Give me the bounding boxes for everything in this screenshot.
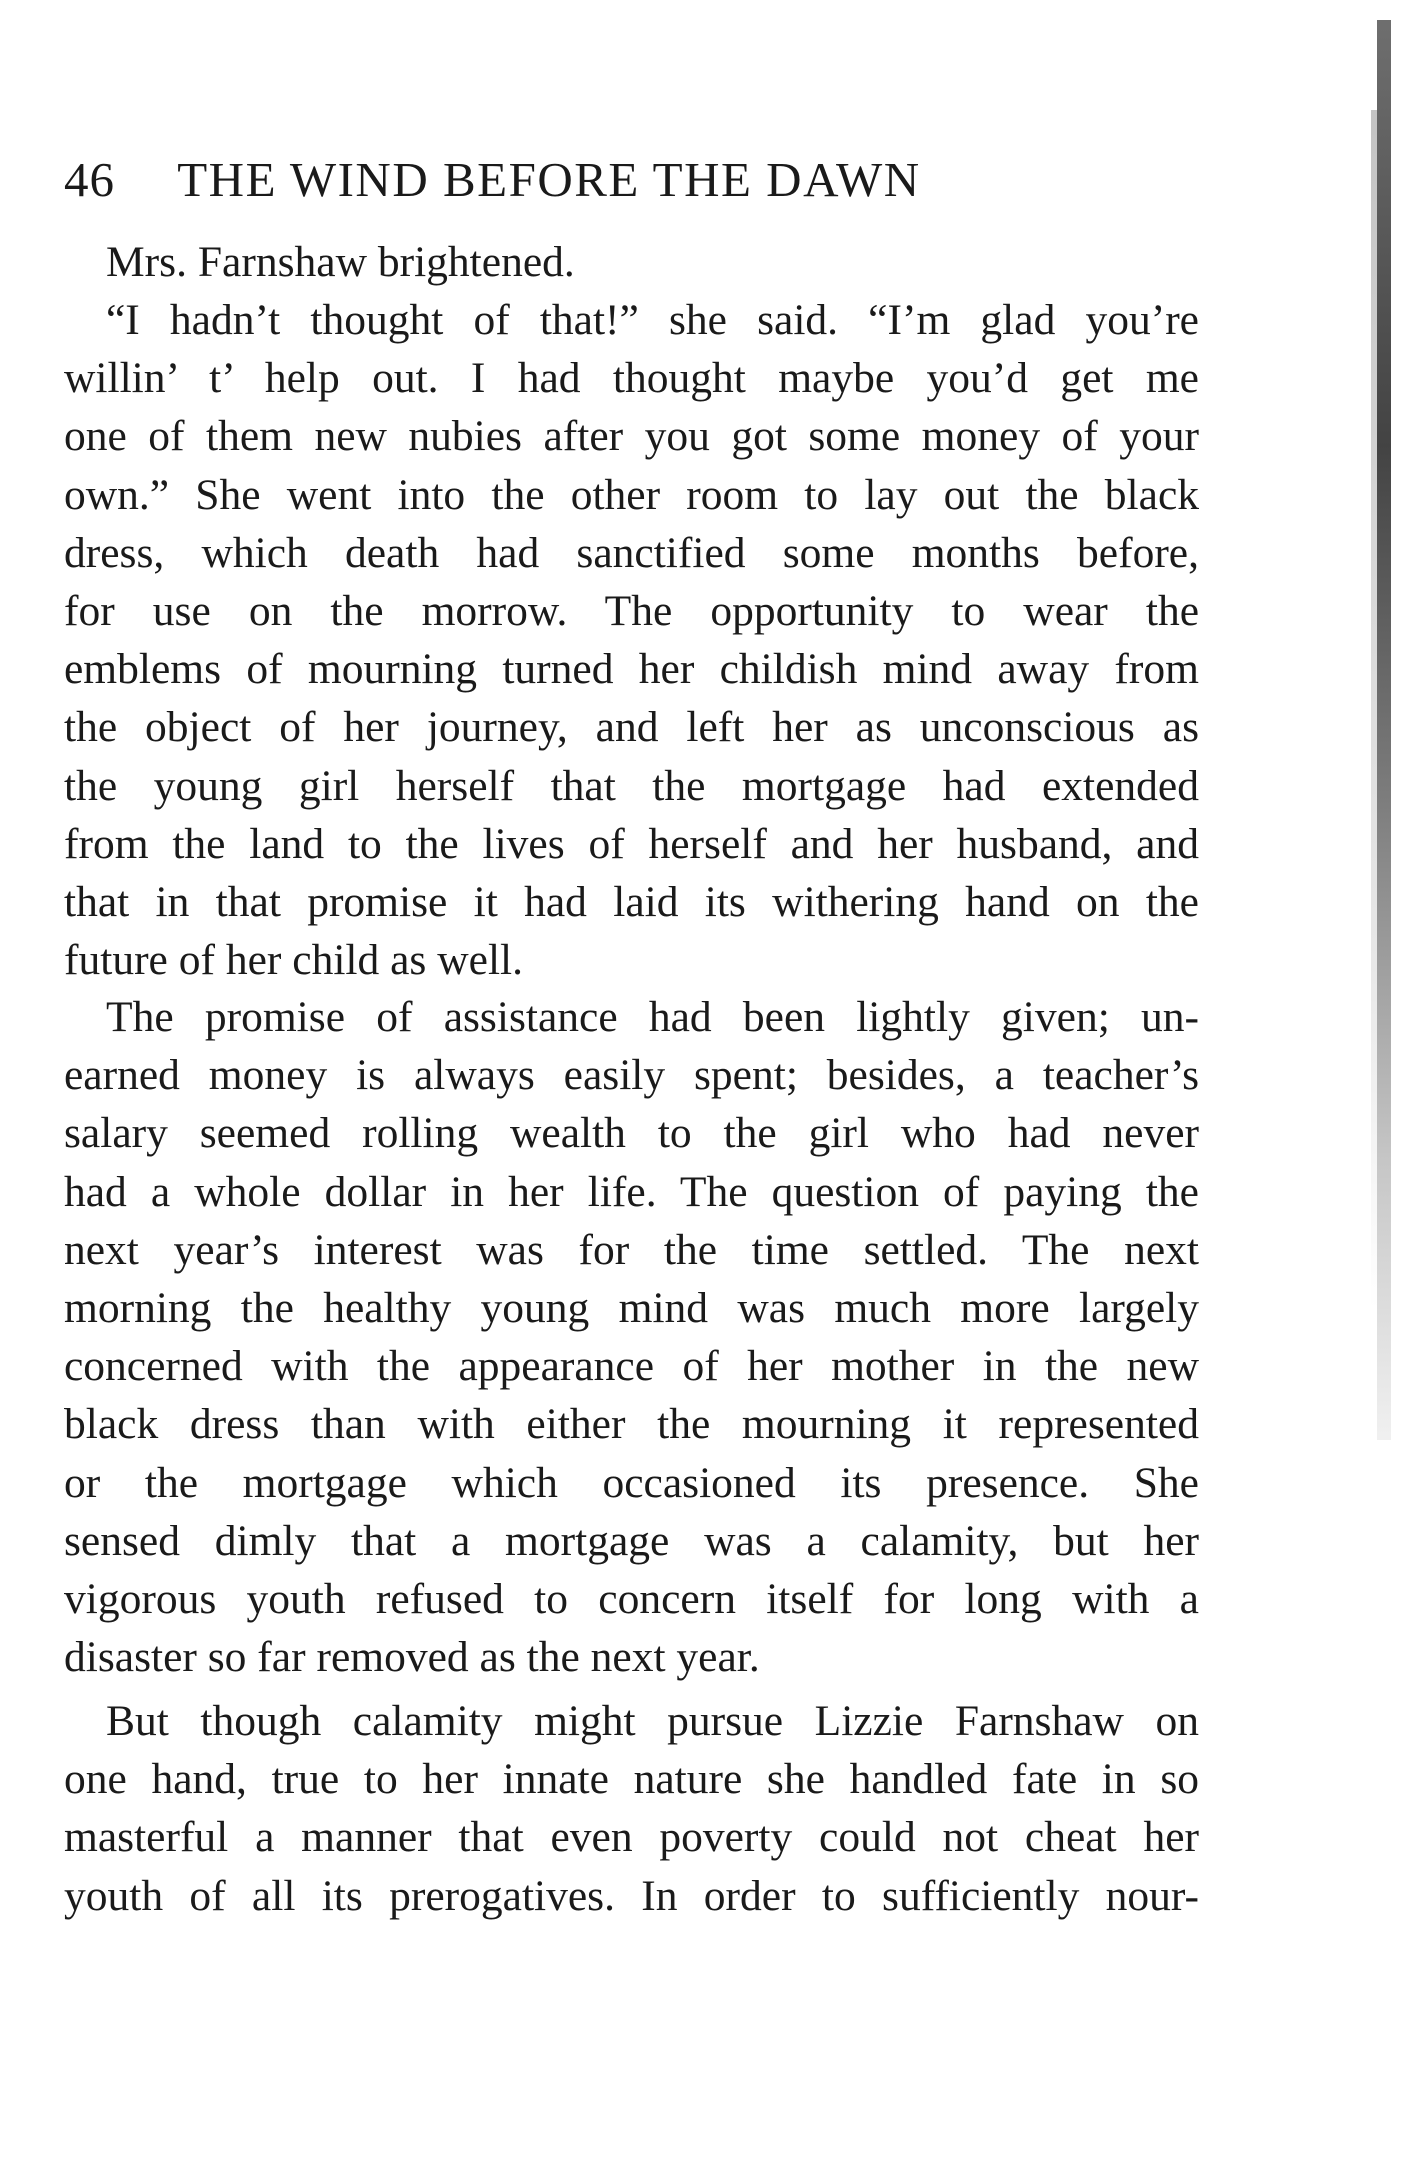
page-edge-shadow: [1377, 20, 1391, 1440]
text-line: sensed dimly that a mortgage was a calamity, but her: [64, 1516, 1199, 1565]
text-line: salary seemed rolling wealth to the girl who had never: [64, 1109, 1199, 1158]
text-line: emblems of mourning turned her childish mind away from: [64, 645, 1199, 694]
text-line: concerned with the appearance of her mother in the new: [64, 1342, 1199, 1391]
text-line: The promise of assistance had been lightly given; un-: [106, 993, 1199, 1041]
paragraph-1: [64, 233, 1199, 291]
text-line: one of them new nubies after you got some money of your: [64, 412, 1199, 461]
paragraph-3: [64, 988, 1199, 1686]
text-line: the young girl herself that the mortgage had extended: [64, 761, 1199, 810]
text-line: black dress than with either the mourning it represented: [64, 1400, 1199, 1449]
text-line: for use on the morrow. The opportunity to wear the: [64, 586, 1199, 635]
paragraph-2: [64, 291, 1199, 989]
text-line: willin’ t’ help out. I had thought maybe you’d get me: [64, 354, 1199, 403]
text-line: that in that promise it had laid its withering hand on the: [64, 877, 1199, 926]
text-line: future of her child as well.: [64, 936, 524, 985]
text-line: the object of her journey, and left her as unconscious as: [64, 703, 1199, 752]
text-line: own.” She went into the other room to lay out the black: [64, 470, 1199, 519]
text-line: had a whole dollar in her life. The question of paying the: [64, 1167, 1199, 1216]
text-line: “I hadn’t thought of that!” she said. “I’m glad you’re: [106, 296, 1199, 344]
text-line: vigorous youth refused to concern itself for long with a: [64, 1574, 1199, 1623]
text-line: next year’s interest was for the time settled. The next: [64, 1225, 1199, 1274]
text-line: Mrs. Farnshaw brightened.: [106, 238, 575, 286]
text-line: one hand, true to her innate nature she handled fate in so: [64, 1755, 1199, 1804]
page-number: 46: [64, 152, 115, 207]
text-line: masterful a manner that even poverty could not cheat her: [64, 1813, 1199, 1862]
page-edge-shadow-inner: [1371, 110, 1377, 1310]
text-line: from the land to the lives of herself and her husband, and: [64, 819, 1199, 868]
text-line: But though calamity might pursue Lizzie Farnshaw on: [106, 1697, 1199, 1745]
running-head: [64, 150, 1184, 210]
text-line: earned money is always easily spent; besides, a teacher’s: [64, 1051, 1199, 1100]
text-line: youth of all its prerogatives. In order to sufficiently nour-: [64, 1871, 1199, 1920]
paragraph-4: [64, 1692, 1199, 1925]
text-line: dress, which death had sanctified some months before,: [64, 528, 1199, 577]
text-line: morning the healthy young mind was much more largely: [64, 1283, 1199, 1332]
text-line: or the mortgage which occasioned its presence. She: [64, 1458, 1199, 1507]
book-title: THE WIND BEFORE THE DAWN: [177, 152, 921, 207]
text-line: disaster so far removed as the next year.: [64, 1633, 760, 1682]
